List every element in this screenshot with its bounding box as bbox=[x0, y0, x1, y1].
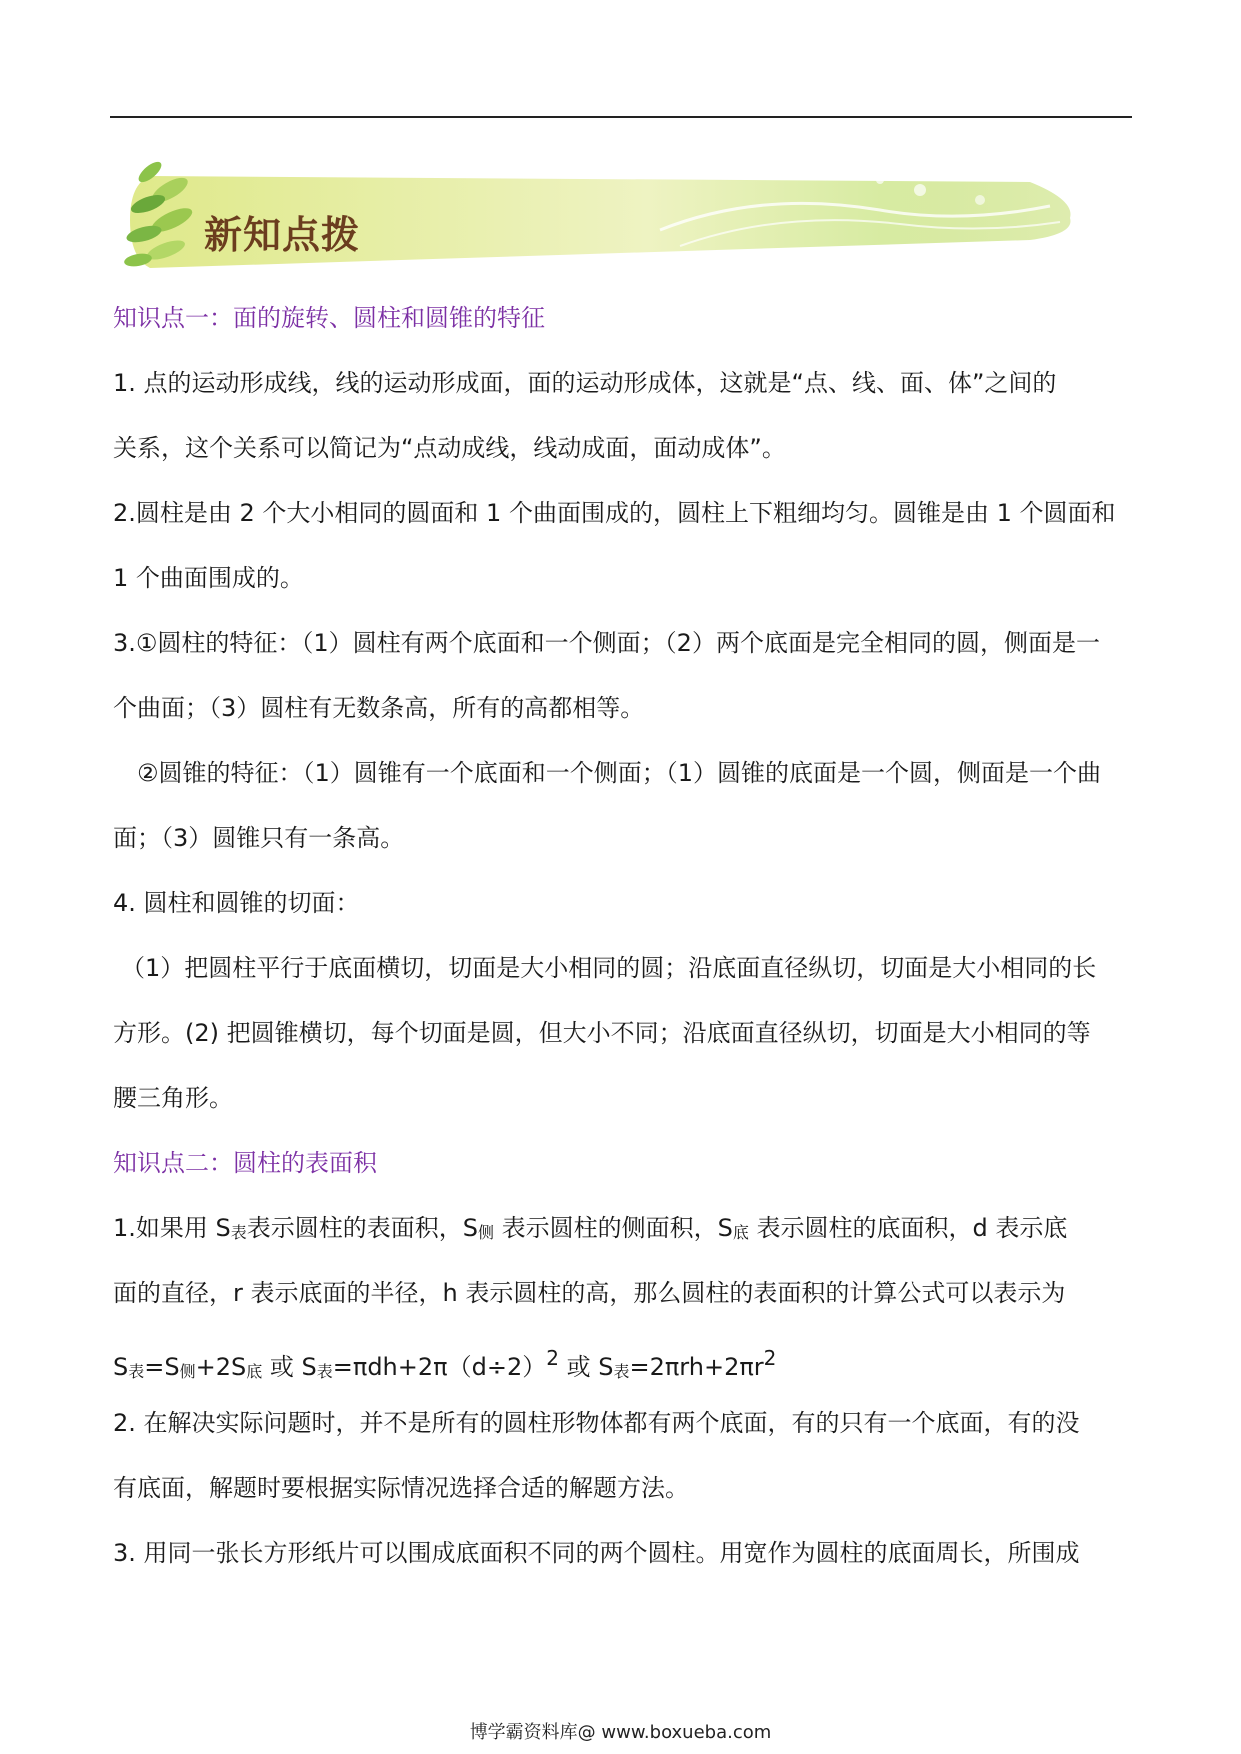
paragraph-line: 关系，这个关系可以简记为“点动成线，线动成面，面动成体”。 bbox=[113, 434, 786, 462]
paragraph-line: 3.①圆柱的特征：（1）圆柱有两个底面和一个侧面；（2）两个底面是完全相同的圆，侧面是一 bbox=[113, 629, 1100, 657]
text: 表示圆柱的底面积，d 表示底 bbox=[748, 1214, 1068, 1242]
superscript: 2 bbox=[546, 1346, 559, 1370]
formula-line bbox=[113, 1326, 1135, 1391]
section-heading: 知识点一：面的旋转、圆柱和圆锥的特征 bbox=[113, 304, 545, 332]
superscript: 2 bbox=[763, 1346, 777, 1370]
subscript: 表 bbox=[128, 1362, 145, 1381]
paragraph-line: 腰三角形。 bbox=[113, 1084, 233, 1112]
text: =S bbox=[144, 1353, 180, 1381]
paragraph-line: 4. 圆柱和圆锥的切面： bbox=[113, 889, 360, 917]
text: 表示圆柱的侧面积，S bbox=[494, 1214, 733, 1242]
subscript: 底 bbox=[246, 1362, 263, 1381]
text: S bbox=[113, 1353, 129, 1381]
top-rule bbox=[110, 116, 1132, 118]
subscript: 表 bbox=[230, 1223, 247, 1242]
text: 表示圆柱的表面积，S bbox=[246, 1214, 479, 1242]
document-body bbox=[113, 286, 1135, 1586]
paragraph-line: 1 个曲面围成的。 bbox=[113, 564, 304, 592]
subscript: 底 bbox=[732, 1223, 749, 1242]
paragraph-line: 2. 在解决实际问题时，并不是所有的圆柱形物体都有两个底面，有的只有一个底面，有的没 bbox=[113, 1409, 1080, 1437]
paragraph-line: 面；（3）圆锥只有一条高。 bbox=[113, 824, 405, 852]
footer-watermark: 博学霸资料库@ www.boxueba.com bbox=[469, 1722, 772, 1743]
text: 或 S bbox=[558, 1353, 614, 1381]
paragraph-line: 2.圆柱是由 2 个大小相同的圆面和 1 个曲面围成的，圆柱上下粗细均匀。圆锥是由 1 个圆面和 bbox=[113, 499, 1116, 527]
paragraph-line: （1）把圆柱平行于底面横切，切面是大小相同的圆；沿底面直径纵切，切面是大小相同的长 bbox=[121, 954, 1097, 982]
subscript: 表 bbox=[613, 1362, 630, 1381]
subscript: 侧 bbox=[179, 1362, 196, 1381]
subscript: 侧 bbox=[478, 1223, 495, 1242]
paragraph-line: ②圆锥的特征：（1）圆锥有一个底面和一个侧面；（1）圆锥的底面是一个圆，侧面是一个曲 bbox=[137, 759, 1102, 787]
paragraph-line: 方形。(2) 把圆锥横切，每个切面是圆，但大小不同；沿底面直径纵切，切面是大小相同的等 bbox=[113, 1019, 1091, 1047]
text: =2πrh+2πr bbox=[629, 1353, 764, 1381]
definition-line bbox=[113, 1196, 1135, 1261]
paragraph-line: 面的直径，r 表示底面的半径，h 表示圆柱的高，那么圆柱的表面积的计算公式可以表示为 bbox=[113, 1279, 1066, 1307]
paragraph-line: 1. 点的运动形成线，线的运动形成面，面的运动形成体，这就是“点、线、面、体”之间的 bbox=[113, 369, 1057, 397]
subscript: 表 bbox=[316, 1362, 333, 1381]
text: 或 S bbox=[262, 1353, 317, 1381]
text: +2S bbox=[195, 1353, 247, 1381]
banner-title: 新知点拨 bbox=[204, 213, 361, 257]
section-banner bbox=[120, 160, 1080, 276]
text: 1.如果用 S bbox=[113, 1214, 231, 1242]
paragraph-line: 个曲面；（3）圆柱有无数条高，所有的高都相等。 bbox=[113, 694, 645, 722]
paragraph-line: 3. 用同一张长方形纸片可以围成底面积不同的两个圆柱。用宽作为圆柱的底面周长，所围成 bbox=[113, 1539, 1080, 1567]
paragraph-line: 有底面，解题时要根据实际情况选择合适的解题方法。 bbox=[113, 1474, 689, 1502]
section-heading: 知识点二：圆柱的表面积 bbox=[113, 1149, 377, 1177]
text: =πdh+2π（d÷2） bbox=[332, 1353, 547, 1381]
